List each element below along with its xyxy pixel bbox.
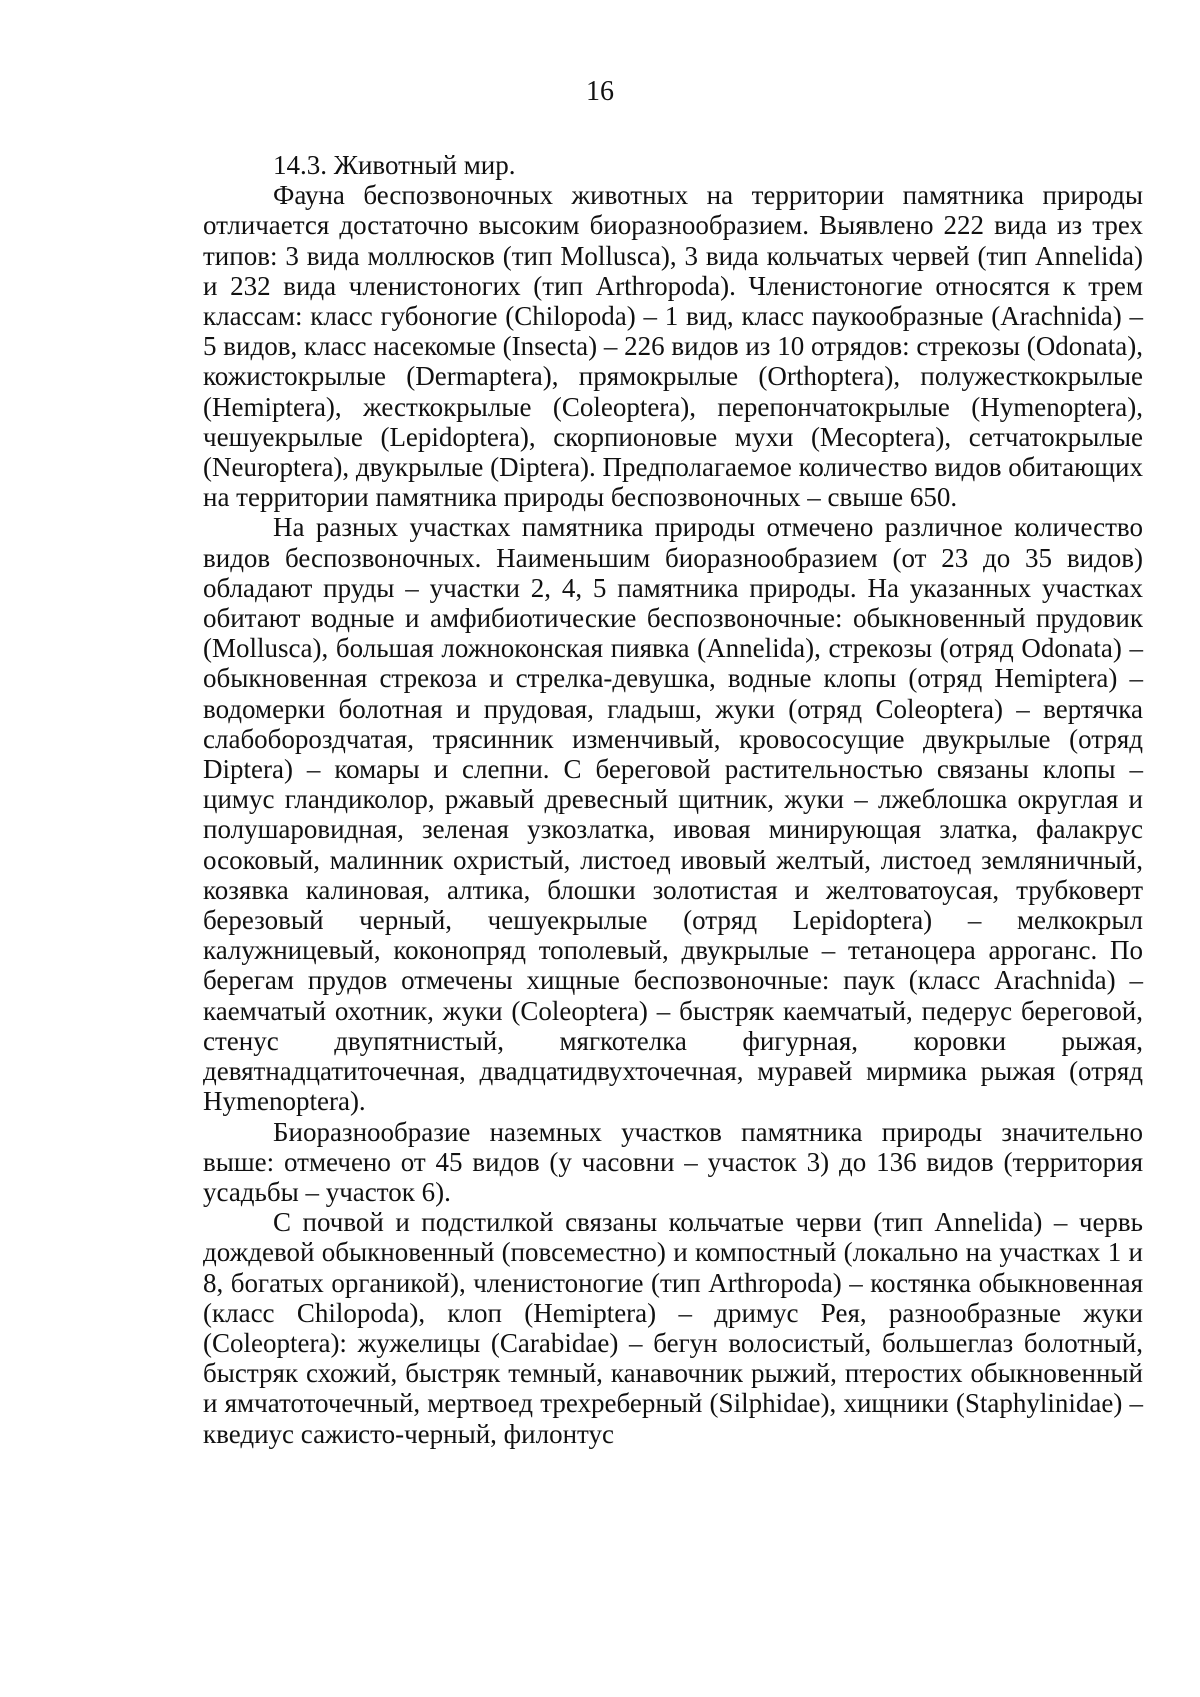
page-number: 16: [586, 76, 614, 107]
paragraph-invertebrate-fauna: Фауна беспозвоночных животных на территории памятника природы отличается достаточно высоким биоразнообразием. Выявлено 222 вида из трех типов: 3 вида моллюсков (тип Mollusca), 3 вида кольчатых червей (тип Annelida) и 232 вида членистоногих (тип Arthropoda). Членистоногие относятся к трем классам: класс губоногие (Chilopoda) – 1 вид, класс паукообразные (Arachnida) – 5 видов, класс насекомые (Insecta) – 226 видов из 10 отрядов: стрекозы (Odonata), кожистокрылые (Dermaptera), прямокрылые (Orthoptera), полужесткокрылые (Hemiptera), жесткокрылые (Coleoptera), перепончатокрылые (Hymenoptera), чешуекрылые (Lepidoptera), скорпионовые мухи (Mecoptera), сетчатокрылые (Neuroptera), двукрылые (Diptera). Предполагаемое количество видов обитающих на территории памятника природы беспозвоночных – свыше 650.: [203, 180, 1143, 513]
paragraph-terrestrial-diversity: Биоразнообразие наземных участков памятника природы значительно выше: отмечено от 45 видов (у часовни – участок 3) до 136 видов (территория усадьбы – участок 6).: [203, 1116, 1143, 1207]
section-heading: 14.3. Животный мир.: [273, 150, 516, 180]
paragraph-site-diversity: На разных участках памятника природы отмечено различное количество видов беспозвоночных. Наименьшим биоразнообразием (от 23 до 35 видов) обладают пруды – участки 2, 4, 5 памятника природы. На указанных участках обитают водные и амфибиотические беспозвоночные: обыкновенный прудовик (Mollusca), большая ложноконская пиявка (Annelida), стрекозы (отряд Odonata) – обыкновенная стрекоза и стрелка-девушка, водные клопы (отряд Hemiptera) – водомерки болотная и прудовая, гладыш, жуки (отряд Coleoptera) – вертячка слабобороздчатая, трясинник изменчивый, кровососущие двукрылые (отряд Diptera) – комары и слепни. С береговой растительностью связаны клопы – цимус гландиколор, ржавый древесный щитник, жуки – лжеблошка округлая и полушаровидная, зеленая узкозлатка, ивовая минирующая златка, фалакрус осоковый, малинник охристый, листоед ивовый желтый, листоед земляничный, козявка калиновая, алтика, блошки золотистая и желтоватоусая, трубковерт березовый черный, чешуекрылые (отряд Lepidoptera) – мелкокрыл калужницевый, коконопряд тополевый, двукрылые – тетаноцера арроганс. По берегам прудов отмечены хищные беспозвоночные: паук (класс Arachnida) – каемчатый охотник, жуки (Coleoptera) – быстряк каемчатый, педерус береговой, стенус двупятнистый, мягкотелка фигурная, коровки рыжая, девятнадцатиточечная, двадцатидвухточечная, муравей мирмика рыжая (отряд Hymenoptera).: [203, 512, 1143, 1117]
page-body: [203, 150, 1143, 1449]
paragraph-soil-fauna: С почвой и подстилкой связаны кольчатые черви (тип Annelida) – червь дождевой обыкновенный (повсеместно) и компостный (локально на участках 1 и 8, богатых органикой), членистоногие (тип Arthropoda) – костянка обыкновенная (класс Chilopoda), клоп (Hemiptera) – дримус Рея, разнообразные жуки (Coleoptera): жужелицы (Carabidae) – бегун волосистый, большеглаз болотный, быстряк схожий, быстряк темный, канавочник рыжий, птеростих обыкновенный и ямчатоточечный, мертвоед трехреберный (Silphidae), хищники (Staphylinidae) – кведиус сажисто-черный, филонтус: [203, 1207, 1143, 1449]
